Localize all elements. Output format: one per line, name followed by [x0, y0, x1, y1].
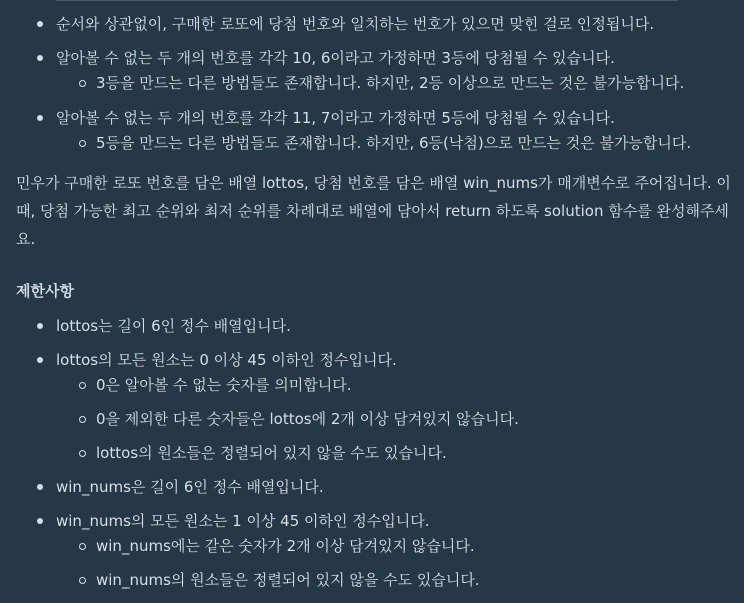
list-item: 순서와 상관없이, 구매한 로또에 당첨 번호와 일치하는 번호가 있으면 맞힌 걸로 인정됩니다.: [56, 15, 655, 33]
constraints-heading: 제한사항: [16, 282, 74, 300]
list-item: lottos는 길이 6인 정수 배열입니다.: [56, 317, 291, 335]
hollow-bullet-icon: [79, 416, 86, 423]
list-item: win_nums의 모든 원소는 1 이상 45 이하인 정수입니다.: [56, 512, 430, 530]
sub-list-item: lottos의 원소들은 정렬되어 있지 않을 수도 있습니다.: [96, 444, 447, 462]
list-item: lottos의 모든 원소는 0 이상 45 이하인 정수입니다.: [56, 351, 397, 369]
paragraph-line: 때, 당첨 가능한 최고 순위와 최저 순위를 차례대로 배열에 담아서 return 하도록 solution 함수를 완성해주세: [16, 202, 729, 220]
list-item: 알아볼 수 없는 두 개의 번호를 각각 10, 6이라고 가정하면 3등에 당첨될 수 있습니다.: [56, 49, 615, 67]
bullet-icon: [37, 484, 43, 490]
paragraph-line: 민우가 구매한 로또 번호를 담은 배열 lottos, 당첨 번호를 담은 배열 win_nums가 매개변수로 주어집니다. 이: [16, 174, 731, 192]
hollow-bullet-icon: [79, 577, 86, 584]
sub-list-item: win_nums의 원소들은 정렬되어 있지 않을 수도 있습니다.: [96, 571, 480, 589]
bullet-icon: [37, 55, 43, 61]
sub-list-item: 0은 알아볼 수 없는 숫자를 의미합니다.: [96, 376, 352, 394]
sub-list-item: win_nums에는 같은 숫자가 2개 이상 담겨있지 않습니다.: [96, 537, 475, 555]
section-divider: [56, 0, 678, 1]
list-item: 알아볼 수 없는 두 개의 번호를 각각 11, 7이라고 가정하면 5등에 당첨될 수 있습니다.: [56, 109, 615, 127]
bullet-icon: [37, 357, 43, 363]
sub-list-item: 3등을 만드는 다른 방법들도 존재합니다. 하지만, 2등 이상으로 만드는 것은 불가능합니다.: [96, 74, 685, 92]
hollow-bullet-icon: [79, 80, 86, 87]
bullet-icon: [37, 518, 43, 524]
bullet-icon: [37, 21, 43, 27]
sub-list-item: 0을 제외한 다른 숫자들은 lottos에 2개 이상 담겨있지 않습니다.: [96, 410, 519, 428]
hollow-bullet-icon: [79, 140, 86, 147]
hollow-bullet-icon: [79, 450, 86, 457]
bullet-icon: [37, 115, 43, 121]
hollow-bullet-icon: [79, 382, 86, 389]
description-paragraph: [16, 169, 734, 253]
list-item: win_nums은 길이 6인 정수 배열입니다.: [56, 478, 324, 496]
bullet-icon: [37, 323, 43, 329]
paragraph-line: 요.: [16, 230, 36, 248]
hollow-bullet-icon: [79, 543, 86, 550]
sub-list-item: 5등을 만드는 다른 방법들도 존재합니다. 하지만, 6등(낙첨)으로 만드는 것은 불가능합니다.: [96, 134, 692, 152]
